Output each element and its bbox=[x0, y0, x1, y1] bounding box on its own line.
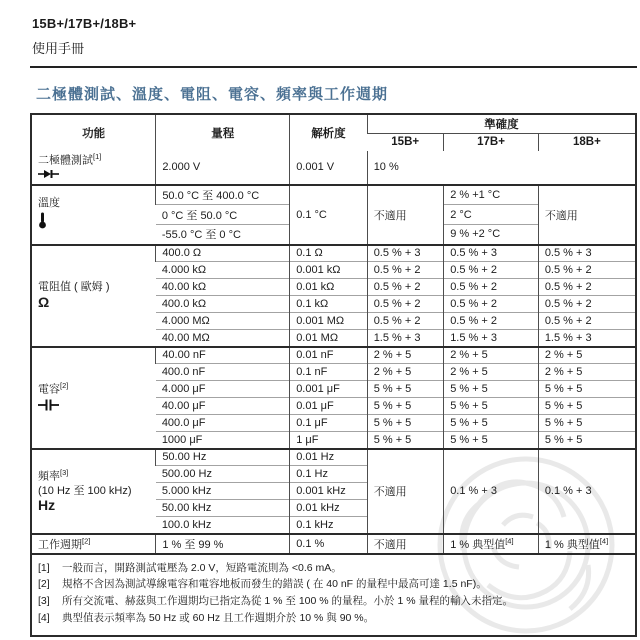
capacitance-acc-18b: 5 % + 5 bbox=[538, 415, 635, 432]
capacitance-acc-18b: 2 % + 5 bbox=[538, 364, 635, 381]
resistance-resolution: 0.01 MΩ bbox=[290, 330, 368, 347]
capacitance-acc-15b: 5 % + 5 bbox=[367, 381, 444, 398]
resistance-acc-18b: 0.5 % + 2 bbox=[538, 296, 635, 313]
temperature-label: 溫度 bbox=[38, 197, 60, 210]
resistance-acc-18b: 0.5 % + 2 bbox=[538, 279, 635, 296]
capacitance-acc-18b: 5 % + 5 bbox=[538, 381, 635, 398]
capacitance-resolution: 0.1 nF bbox=[290, 364, 368, 381]
row-diode bbox=[32, 151, 635, 185]
row-frequency bbox=[32, 449, 635, 466]
table-header bbox=[32, 115, 635, 151]
temperature-acc-15b: 不適用 bbox=[367, 185, 444, 245]
col-header-accuracy: 準確度 bbox=[367, 115, 635, 134]
capacitance-label: 電容 bbox=[38, 383, 60, 396]
function-cell-resistance bbox=[32, 245, 156, 347]
capacitance-acc-15b: 5 % + 5 bbox=[367, 432, 444, 449]
resistance-range: 40.00 MΩ bbox=[156, 330, 290, 347]
capacitance-range: 40.00 nF bbox=[156, 347, 290, 364]
resistance-acc-17b: 0.5 % + 2 bbox=[444, 279, 539, 296]
capacitance-resolution: 0.1 μF bbox=[290, 415, 368, 432]
footnote-4 bbox=[38, 610, 627, 627]
duty-cycle-acc-15b: 不適用 bbox=[367, 534, 444, 553]
footnote-1 bbox=[38, 560, 627, 577]
temperature-range: -55.0 °C 至 0 °C bbox=[156, 225, 290, 245]
spec-box bbox=[30, 113, 637, 637]
resistance-resolution: 0.01 kΩ bbox=[290, 279, 368, 296]
duty-cycle-acc-18b-value: 1 % 典型值 bbox=[544, 538, 600, 551]
spec-table bbox=[32, 115, 635, 553]
frequency-resolution: 0.1 kHz bbox=[290, 517, 368, 534]
resistance-acc-17b: 0.5 % + 3 bbox=[444, 245, 539, 262]
diode-range: 2.000 V bbox=[156, 151, 290, 185]
resistance-acc-18b: 0.5 % + 2 bbox=[538, 262, 635, 279]
temperature-range: 50.0 °C 至 400.0 °C bbox=[156, 185, 290, 205]
resistance-acc-15b: 0.5 % + 2 bbox=[367, 279, 444, 296]
resistance-resolution: 0.001 MΩ bbox=[290, 313, 368, 330]
resistance-range: 400.0 Ω bbox=[156, 245, 290, 262]
frequency-resolution: 0.01 kHz bbox=[290, 500, 368, 517]
duty-cycle-acc-18b bbox=[538, 534, 635, 553]
resistance-acc-18b: 0.5 % + 2 bbox=[538, 313, 635, 330]
capacitance-acc-17b: 5 % + 5 bbox=[444, 432, 539, 449]
capacitance-acc-15b: 2 % + 5 bbox=[367, 364, 444, 381]
capacitance-footnote-ref: [2] bbox=[60, 381, 69, 391]
manual-subtitle: 使用手冊 bbox=[32, 41, 85, 56]
footnotes bbox=[32, 553, 635, 635]
temperature-acc-17b: 2 % +1 °C bbox=[444, 185, 539, 205]
frequency-range: 500.00 Hz bbox=[156, 466, 290, 483]
capacitance-resolution: 1 μF bbox=[290, 432, 368, 449]
resistance-acc-17b: 1.5 % + 3 bbox=[444, 330, 539, 347]
duty-cycle-resolution: 0.1 % bbox=[290, 534, 368, 553]
col-header-17b: 17B+ bbox=[444, 134, 539, 151]
document-header bbox=[30, 14, 637, 68]
temperature-acc-17b: 9 % +2 °C bbox=[444, 225, 539, 245]
resistance-resolution: 0.1 Ω bbox=[290, 245, 368, 262]
frequency-range: 50.00 kHz bbox=[156, 500, 290, 517]
resistance-acc-18b: 0.5 % + 3 bbox=[538, 245, 635, 262]
resistance-range: 400.0 kΩ bbox=[156, 296, 290, 313]
temperature-range: 0 °C 至 50.0 °C bbox=[156, 205, 290, 225]
temperature-resolution: 0.1 °C bbox=[290, 185, 368, 245]
function-cell-temperature bbox=[32, 185, 156, 245]
capacitance-acc-15b: 2 % + 5 bbox=[367, 347, 444, 364]
capacitance-acc-17b: 2 % + 5 bbox=[444, 364, 539, 381]
resistance-range: 4.000 MΩ bbox=[156, 313, 290, 330]
resistance-acc-17b: 0.5 % + 2 bbox=[444, 262, 539, 279]
capacitance-resolution: 0.01 μF bbox=[290, 398, 368, 415]
capacitance-acc-17b: 5 % + 5 bbox=[444, 398, 539, 415]
duty-cycle-label: 工作週期 bbox=[38, 538, 82, 551]
capacitance-acc-18b: 5 % + 5 bbox=[538, 432, 635, 449]
ohm-symbol: Ω bbox=[38, 293, 50, 310]
model-line: 15B+/17B+/18B+ bbox=[32, 16, 137, 31]
capacitance-acc-17b: 5 % + 5 bbox=[444, 381, 539, 398]
footnote-marker: [3] bbox=[38, 595, 50, 608]
footnote-marker: [4] bbox=[38, 611, 50, 624]
footnote-2 bbox=[38, 576, 627, 593]
resistance-acc-17b: 0.5 % + 2 bbox=[444, 296, 539, 313]
duty-cycle-acc-18b-ref: [4] bbox=[599, 535, 609, 545]
capacitance-resolution: 0.01 nF bbox=[290, 347, 368, 364]
diode-footnote-ref: [1] bbox=[93, 151, 102, 161]
diode-icon bbox=[38, 169, 60, 179]
capacitance-range: 4.000 μF bbox=[156, 381, 290, 398]
duty-cycle-acc-17b-value: 1 % 典型值 bbox=[450, 538, 506, 551]
frequency-range: 50.00 Hz bbox=[156, 449, 290, 466]
duty-cycle-acc-17b-ref: [4] bbox=[505, 535, 514, 545]
footnote-text: 一般而言，開路測試電壓為 2.0 V，短路電流則為 <0.6 mA。 bbox=[62, 561, 342, 574]
row-duty-cycle bbox=[32, 534, 635, 553]
capacitor-icon bbox=[38, 399, 60, 411]
footnote-marker: [2] bbox=[38, 578, 50, 591]
resistance-acc-15b: 0.5 % + 2 bbox=[367, 313, 444, 330]
resistance-resolution: 0.1 kΩ bbox=[290, 296, 368, 313]
capacitance-acc-18b: 5 % + 5 bbox=[538, 398, 635, 415]
duty-cycle-footnote-ref: [2] bbox=[82, 535, 91, 545]
capacitance-range: 40.00 μF bbox=[156, 398, 290, 415]
capacitance-acc-17b: 5 % + 5 bbox=[444, 415, 539, 432]
resistance-acc-15b: 1.5 % + 3 bbox=[367, 330, 444, 347]
resistance-acc-15b: 0.5 % + 2 bbox=[367, 296, 444, 313]
footnote-text: 所有交流電、赫茲與工作週期均已指定為從 1 % 至 100 % 的量程。小於 1 % 量程的輸入未指定。 bbox=[62, 595, 513, 608]
frequency-range: 5.000 kHz bbox=[156, 483, 290, 500]
col-header-range: 量程 bbox=[156, 115, 290, 151]
col-header-function: 功能 bbox=[82, 127, 106, 140]
frequency-range: 100.0 kHz bbox=[156, 517, 290, 534]
resistance-range: 40.00 kΩ bbox=[156, 279, 290, 296]
row-capacitance bbox=[32, 347, 635, 364]
capacitance-range: 400.0 nF bbox=[156, 364, 290, 381]
capacitance-acc-15b: 5 % + 5 bbox=[367, 398, 444, 415]
capacitance-range: 400.0 μF bbox=[156, 415, 290, 432]
col-header-resolution: 解析度 bbox=[290, 115, 368, 151]
duty-cycle-acc-17b bbox=[444, 534, 539, 553]
function-cell-capacitance bbox=[32, 347, 156, 449]
hz-symbol: Hz bbox=[38, 497, 56, 514]
resistance-acc-18b: 1.5 % + 3 bbox=[538, 330, 635, 347]
row-resistance bbox=[32, 245, 635, 262]
capacitance-acc-17b: 2 % + 5 bbox=[444, 347, 539, 364]
frequency-acc-17b: 0.1 % + 3 bbox=[444, 449, 539, 534]
function-cell-duty-cycle bbox=[32, 534, 156, 553]
row-temperature bbox=[32, 185, 635, 205]
frequency-acc-15b: 不適用 bbox=[367, 449, 444, 534]
diode-accuracy: 10 % bbox=[367, 151, 635, 185]
section-title: 二極體測試、溫度、電阻、電容、頻率與工作週期 bbox=[36, 86, 389, 103]
frequency-acc-18b: 0.1 % + 3 bbox=[538, 449, 635, 534]
duty-cycle-range: 1 % 至 99 % bbox=[156, 534, 290, 553]
frequency-range-note: (10 Hz 至 100 kHz) bbox=[38, 484, 132, 497]
resistance-resolution: 0.001 kΩ bbox=[290, 262, 368, 279]
resistance-label: 電阻值 ( 歐姆 ) bbox=[38, 280, 110, 293]
resistance-acc-15b: 0.5 % + 3 bbox=[367, 245, 444, 262]
temperature-acc-18b: 不適用 bbox=[538, 185, 635, 245]
capacitance-acc-15b: 5 % + 5 bbox=[367, 415, 444, 432]
temperature-acc-17b: 2 °C bbox=[444, 205, 539, 225]
frequency-resolution: 0.1 Hz bbox=[290, 466, 368, 483]
function-cell-frequency bbox=[32, 449, 156, 534]
diode-label: 二極體測試 bbox=[38, 154, 93, 167]
footnote-text: 規格不含因為測試導線電容和電容地板而發生的錯誤 ( 在 40 nF 的量程中最高可達 1.5 nF)。 bbox=[62, 578, 487, 591]
capacitance-resolution: 0.001 μF bbox=[290, 381, 368, 398]
footnote-marker: [1] bbox=[38, 561, 50, 574]
thermometer-icon bbox=[38, 212, 47, 229]
resistance-range: 4.000 kΩ bbox=[156, 262, 290, 279]
capacitance-acc-18b: 2 % + 5 bbox=[538, 347, 635, 364]
resistance-acc-17b: 0.5 % + 2 bbox=[444, 313, 539, 330]
capacitance-range: 1000 μF bbox=[156, 432, 290, 449]
frequency-resolution: 0.01 Hz bbox=[290, 449, 368, 466]
footnote-3 bbox=[38, 593, 627, 610]
frequency-footnote-ref: [3] bbox=[60, 468, 69, 478]
function-cell-diode bbox=[32, 151, 156, 185]
frequency-label: 頻率 bbox=[38, 470, 60, 483]
diode-resolution: 0.001 V bbox=[290, 151, 368, 185]
col-header-18b: 18B+ bbox=[538, 134, 635, 151]
resistance-acc-15b: 0.5 % + 2 bbox=[367, 262, 444, 279]
frequency-resolution: 0.001 kHz bbox=[290, 483, 368, 500]
footnote-text: 典型值表示頻率為 50 Hz 或 60 Hz 且工作週期介於 10 % 與 90 %。 bbox=[62, 611, 375, 624]
col-header-15b: 15B+ bbox=[391, 136, 420, 149]
